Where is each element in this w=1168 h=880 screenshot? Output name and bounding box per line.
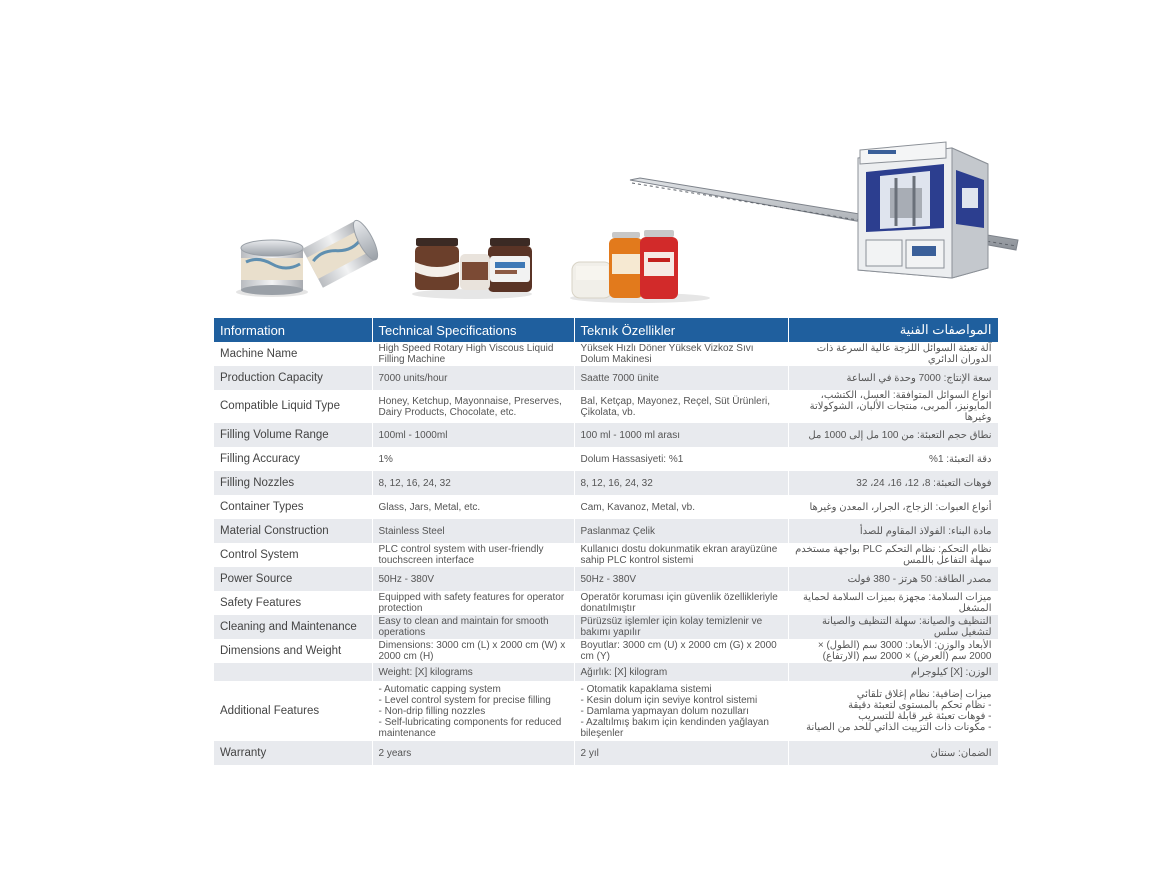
cell-tr: Dolum Hassasiyeti: %1 [574, 447, 788, 471]
cell-tr: Pürüzsüz işlemler için kolay temizlenir ve bakımı yapılır [574, 615, 788, 639]
table-row [214, 639, 998, 663]
cell-en: 100ml - 1000ml [372, 423, 574, 447]
cell-tr: 50Hz - 380V [574, 567, 788, 591]
row-label: Machine Name [214, 342, 372, 366]
filling-machine-image [630, 142, 1018, 278]
tin-cans-image [236, 217, 382, 297]
cell-ar-list [788, 681, 998, 741]
table-row [214, 663, 998, 681]
table-row [214, 591, 998, 615]
cell-en: Stainless Steel [372, 519, 574, 543]
header-information: Information [214, 318, 372, 342]
feature-line: - Damlama yapmayan dolum nozulları [580, 705, 749, 717]
table-row [214, 423, 998, 447]
feature-line: - Kesin dolum için seviye kontrol sistemi [580, 694, 758, 706]
row-label: Container Types [214, 495, 372, 519]
cell-en: PLC control system with user-friendly touchscreen interface [372, 543, 574, 567]
cell-tr: Operatör koruması için güvenlik özellikleriyle donatılmıştır [574, 591, 788, 615]
cell-tr: Kullanıcı dostu dokunmatik ekran arayüzüne sahip PLC kontrol sistemi [574, 543, 788, 567]
cell-en: Glass, Jars, Metal, etc. [372, 495, 574, 519]
header-teknik-ozellikler: Teknık Özellikler [574, 318, 788, 342]
row-label: Production Capacity [214, 366, 372, 390]
cell-ar: دقة التعبئة: 1% [788, 447, 998, 471]
cell-tr: Boyutlar: 3000 cm (U) x 2000 cm (G) x 2000 cm (Y) [574, 639, 788, 663]
cell-en: Weight: [X] kilograms [372, 663, 574, 681]
cell-tr: 2 yıl [574, 741, 788, 765]
cell-en: 1% [372, 447, 574, 471]
feature-line: - Self-lubricating components for reduced maintenance [378, 716, 562, 739]
cell-ar: أنواع السوائل المتوافقة: العسل، الكتشب، المايونيز، المربى، منتجات الألبان، الشوكولاتة وغيرها [788, 390, 998, 423]
table-row [214, 519, 998, 543]
cell-en: Dimensions: 3000 cm (L) x 2000 cm (W) x 2000 cm (H) [372, 639, 574, 663]
cell-tr: Cam, Kavanoz, Metal, vb. [574, 495, 788, 519]
cell-ar: آلة تعبئة السوائل اللزجة عالية السرعة ذات الدوران الدائري [788, 342, 998, 366]
table-row [214, 615, 998, 639]
cell-en: 8, 12, 16, 24, 32 [372, 471, 574, 495]
row-label: Warranty [214, 741, 372, 765]
cell-tr: 100 ml - 1000 ml arası [574, 423, 788, 447]
table-row [214, 567, 998, 591]
header-technical-specifications: Technical Specifications [372, 318, 574, 342]
feature-line: - Non-drip filling nozzles [378, 705, 486, 717]
row-label: Control System [214, 543, 372, 567]
row-label: Filling Accuracy [214, 447, 372, 471]
row-label: Additional Features [214, 681, 372, 741]
cell-tr: 8, 12, 16, 24, 32 [574, 471, 788, 495]
row-label: Safety Features [214, 591, 372, 615]
jam-jars-image [570, 230, 710, 303]
cell-en: High Speed Rotary High Viscous Liquid Filling Machine [372, 342, 574, 366]
feature-line: - فوهات تعبئة غير قابلة للتسريب [858, 711, 992, 722]
table-row [214, 681, 998, 741]
cell-ar: أنواع العبوات: الزجاج، الجرار، المعدن وغيرها [788, 495, 998, 519]
cell-ar: الأبعاد والوزن: الأبعاد: 3000 سم (الطول) × 2000 سم (العرض) × 2000 سم (الارتفاع) [788, 639, 998, 663]
table-row [214, 741, 998, 765]
cell-ar: سعة الإنتاج: 7000 وحدة في الساعة [788, 366, 998, 390]
cell-en: 50Hz - 380V [372, 567, 574, 591]
cell-ar: الوزن: [X] كيلوجرام [788, 663, 998, 681]
cell-ar: الضمان: سنتان [788, 741, 998, 765]
feature-line: - نظام تحكم بالمستوى لتعبئة دقيقة [848, 700, 992, 711]
feature-line: - Level control system for precise filling [378, 694, 551, 706]
row-label: Power Source [214, 567, 372, 591]
cell-en: 2 years [372, 741, 574, 765]
cell-en: Equipped with safety features for operator protection [372, 591, 574, 615]
feature-line: - Otomatik kapaklama sistemi [580, 683, 712, 695]
feature-line: ميزات إضافية: نظام إغلاق تلقائي [856, 689, 992, 700]
cell-tr: Paslanmaz Çelik [574, 519, 788, 543]
cell-en: Honey, Ketchup, Mayonnaise, Preserves, Dairy Products, Chocolate, etc. [372, 390, 574, 423]
feature-line: - Automatic capping system [378, 683, 501, 695]
cell-tr: Ağırlık: [X] kilogram [574, 663, 788, 681]
spread-jars-image [412, 238, 532, 299]
product-images [0, 0, 1168, 318]
table-row [214, 471, 998, 495]
feature-line: - مكونات ذات التزييت الذاتي للحد من الصيانة [806, 722, 992, 733]
row-label: Filling Volume Range [214, 423, 372, 447]
cell-en-list [372, 681, 574, 741]
header-arabic-specifications: المواصفات الفنية [788, 318, 998, 342]
table-header-row [214, 318, 998, 342]
cell-ar: ميزات السلامة: مجهزة بميزات السلامة لحماية المشغل [788, 591, 998, 615]
cell-ar: التنظيف والصيانة: سهلة التنظيف والصيانة لتشغيل سلس [788, 615, 998, 639]
table-row [214, 366, 998, 390]
cell-ar: مصدر الطاقة: 50 هرتز - 380 فولت [788, 567, 998, 591]
table-row [214, 447, 998, 471]
table-row [214, 543, 998, 567]
spec-table [214, 318, 999, 765]
row-label: Compatible Liquid Type [214, 390, 372, 423]
table-row [214, 342, 998, 366]
row-label: Dimensions and Weight [214, 639, 372, 663]
cell-tr-list [574, 681, 788, 741]
feature-line: - Azaltılmış bakım için kendinden yağlayan bileşenler [580, 716, 769, 739]
cell-ar: نطاق حجم التعبئة: من 100 مل إلى 1000 مل [788, 423, 998, 447]
cell-ar: مادة البناء: الفولاذ المقاوم للصدأ [788, 519, 998, 543]
cell-tr: Bal, Ketçap, Mayonez, Reçel, Süt Ürünleri, Çikolata, vb. [574, 390, 788, 423]
cell-ar: فوهات التعبئة: 8، 12، 16، 24، 32 [788, 471, 998, 495]
row-label [214, 663, 372, 681]
table-row [214, 390, 998, 423]
cell-tr: Saatte 7000 ünite [574, 366, 788, 390]
row-label: Material Construction [214, 519, 372, 543]
row-label: Filling Nozzles [214, 471, 372, 495]
cell-en: 7000 units/hour [372, 366, 574, 390]
cell-ar: نظام التحكم: نظام التحكم PLC بواجهة مستخدم سهلة التفاعل باللمس [788, 543, 998, 567]
table-row [214, 495, 998, 519]
cell-en: Easy to clean and maintain for smooth operations [372, 615, 574, 639]
row-label: Cleaning and Maintenance [214, 615, 372, 639]
cell-tr: Yüksek Hızlı Döner Yüksek Vizkoz Sıvı Dolum Makinesi [574, 342, 788, 366]
